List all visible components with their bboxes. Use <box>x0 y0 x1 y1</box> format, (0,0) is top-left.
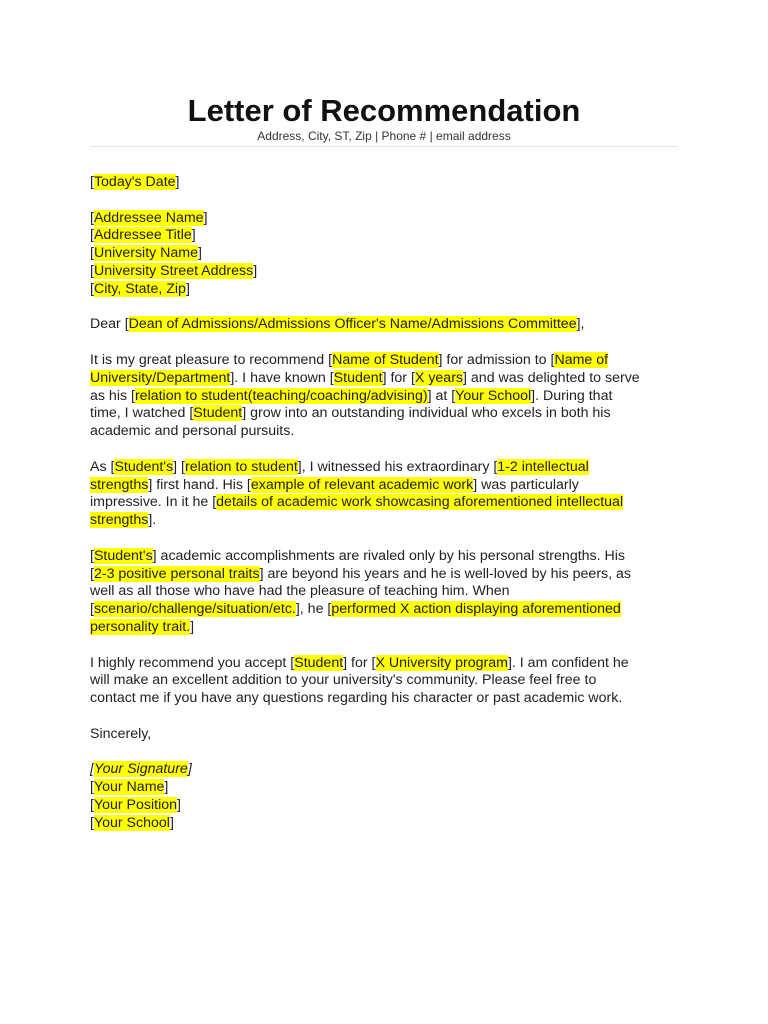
header-divider <box>90 146 678 147</box>
your-position-placeholder: Your Position <box>93 796 178 813</box>
city-state-zip-placeholder: City, State, Zip <box>93 280 186 297</box>
paragraph-line <box>90 388 690 406</box>
text-run: ], I witnessed his extraordinary [ <box>297 458 498 475</box>
student-placeholder: Student <box>333 369 383 386</box>
addressee-title-line: [Addressee Title] <box>90 227 196 244</box>
relation-placeholder: relation to student <box>185 458 298 475</box>
addressee-name-placeholder: Addressee Name <box>93 209 204 226</box>
paragraph-line <box>90 405 690 423</box>
text-run: ]. During that <box>531 387 613 404</box>
addressee-name-line: [Addressee Name] <box>90 209 208 226</box>
your-name-line: [Your Name] <box>90 779 169 796</box>
salutation-name-placeholder: Dean of Admissions/Admissions Officer's Name/Admissions Committee <box>128 316 577 333</box>
paragraph-line <box>90 423 690 441</box>
paragraph-line <box>90 477 690 495</box>
text-run: as his [ <box>90 387 135 404</box>
text-run: time, I watched [ <box>90 405 194 422</box>
text-run: well as all those who have had the pleasure of teaching him. When <box>90 583 510 600</box>
text-run: ] academic accomplishments are rivaled only by his personal strengths. His <box>152 547 626 564</box>
personal-traits-placeholder: 2-3 positive personal traits <box>93 565 260 582</box>
text-run: It is my great pleasure to recommend [ <box>90 351 333 368</box>
your-position-line: [Your Position] <box>90 796 181 813</box>
text-run: ]. <box>148 512 157 529</box>
your-name-placeholder: Your Name <box>93 779 165 796</box>
letter-body <box>90 174 690 832</box>
text-run: ] grow into an outstanding individual who excels in both his <box>242 405 611 422</box>
text-run: ] at [ <box>427 387 456 404</box>
text-run: ] for [ <box>382 369 415 386</box>
salutation-prefix: Dear <box>90 316 125 333</box>
paragraph-line: [Student's] academic accomplishments are rivaled only by his personal strengths. His <box>90 547 626 564</box>
text-run: ] are beyond his years and he is well-loved by his peers, as <box>259 565 632 582</box>
paragraph-2 <box>90 459 690 530</box>
academic-details-placeholder: details of academic work showcasing aforementioned intellectual <box>216 494 624 511</box>
paragraph-line: [2-3 positive personal traits] are beyond his years and he is well-loved by his peers, as <box>90 565 632 582</box>
university-name-placeholder: University Name <box>93 245 199 262</box>
paragraph-line <box>90 352 690 370</box>
university-placeholder: University/Department <box>90 369 231 386</box>
signature-line: [Your Signature] <box>90 761 192 778</box>
text-run: ] [ <box>173 458 185 475</box>
your-school-placeholder: Your School <box>93 814 170 831</box>
student-name-placeholder: Name of Student <box>332 351 439 368</box>
university-placeholder: Name of <box>554 351 609 368</box>
action-placeholder: performed X action displaying aforementioned <box>331 601 621 618</box>
years-placeholder: X years <box>414 369 464 386</box>
text-run: will make an excellent addition to your university's community. Please feel free to <box>90 672 597 689</box>
text-run: As [ <box>90 458 115 475</box>
academic-details-placeholder: strengths <box>90 512 149 529</box>
academic-work-placeholder: example of relevant academic work <box>250 476 474 493</box>
text-run: ] for admission to [ <box>438 351 555 368</box>
text-run: ] for [ <box>343 654 376 671</box>
students-placeholder: Student's <box>93 547 153 564</box>
paragraph-line <box>90 672 690 690</box>
paragraph-line <box>90 370 690 388</box>
student-placeholder: Student <box>193 405 243 422</box>
paragraph-line <box>90 655 690 673</box>
text-run: academic and personal pursuits. <box>90 423 295 440</box>
paragraph-line <box>90 459 690 477</box>
date-line: [Today's Date] <box>90 174 180 190</box>
paragraph-line: [scenario/challenge/situation/etc.], he [performed X action displaying aforementioned <box>90 601 621 618</box>
paragraph-1 <box>90 352 690 441</box>
program-placeholder: X University program <box>375 654 508 671</box>
intellectual-strengths-placeholder: strengths <box>90 476 149 493</box>
text-run: ], he [ <box>295 601 332 618</box>
city-state-zip-line: [City, State, Zip] <box>90 280 190 297</box>
student-placeholder: Student <box>294 654 344 671</box>
date-placeholder: Today's Date <box>93 174 176 190</box>
action-placeholder: personality trait. <box>90 618 191 635</box>
paragraph-line <box>90 512 690 530</box>
salutation-line: Dear [Dean of Admissions/Admissions Officer's Name/Admissions Committee], <box>90 316 585 333</box>
intellectual-strengths-placeholder: 1-2 intellectual <box>497 458 589 475</box>
scenario-placeholder: scenario/challenge/situation/etc. <box>93 601 296 618</box>
text-run: ] first hand. His [ <box>148 476 251 493</box>
paragraph-line <box>90 494 690 512</box>
text-run: ]. I have known [ <box>230 369 334 386</box>
university-street-placeholder: University Street Address <box>93 262 254 279</box>
salutation-suffix: ], <box>576 316 585 333</box>
letter-title: Letter of Recommendation <box>187 93 581 128</box>
text-run: impressive. In it he [ <box>90 494 217 511</box>
addressee-title-placeholder: Addressee Title <box>93 227 192 244</box>
text-run: I highly recommend you accept [ <box>90 654 295 671</box>
paragraph-line <box>90 583 690 601</box>
your-school-placeholder: Your School <box>455 387 532 404</box>
students-placeholder: Student's <box>114 458 174 475</box>
closing: Sincerely, <box>90 725 152 742</box>
text-run: ]. I am confident he <box>507 654 629 671</box>
signature-placeholder: Your Signature <box>93 761 188 778</box>
paragraph-3 <box>90 548 690 637</box>
paragraph-4 <box>90 655 690 708</box>
text-run: ] and was delighted to serve <box>463 369 640 386</box>
paragraph-line <box>90 690 690 708</box>
text-run: ] was particularly <box>473 476 579 493</box>
paragraph-line: personality trait.] <box>90 618 195 635</box>
your-school-line: [Your School] <box>90 814 174 831</box>
university-name-line: [University Name] <box>90 245 202 262</box>
relation-placeholder: relation to student(teaching/coaching/advising) <box>134 387 428 404</box>
text-run: contact me if you have any questions regarding his character or past academic work. <box>90 690 623 707</box>
contact-line: Address, City, ST, Zip | Phone # | email address <box>257 129 511 143</box>
university-street-line: [University Street Address] <box>90 262 258 279</box>
